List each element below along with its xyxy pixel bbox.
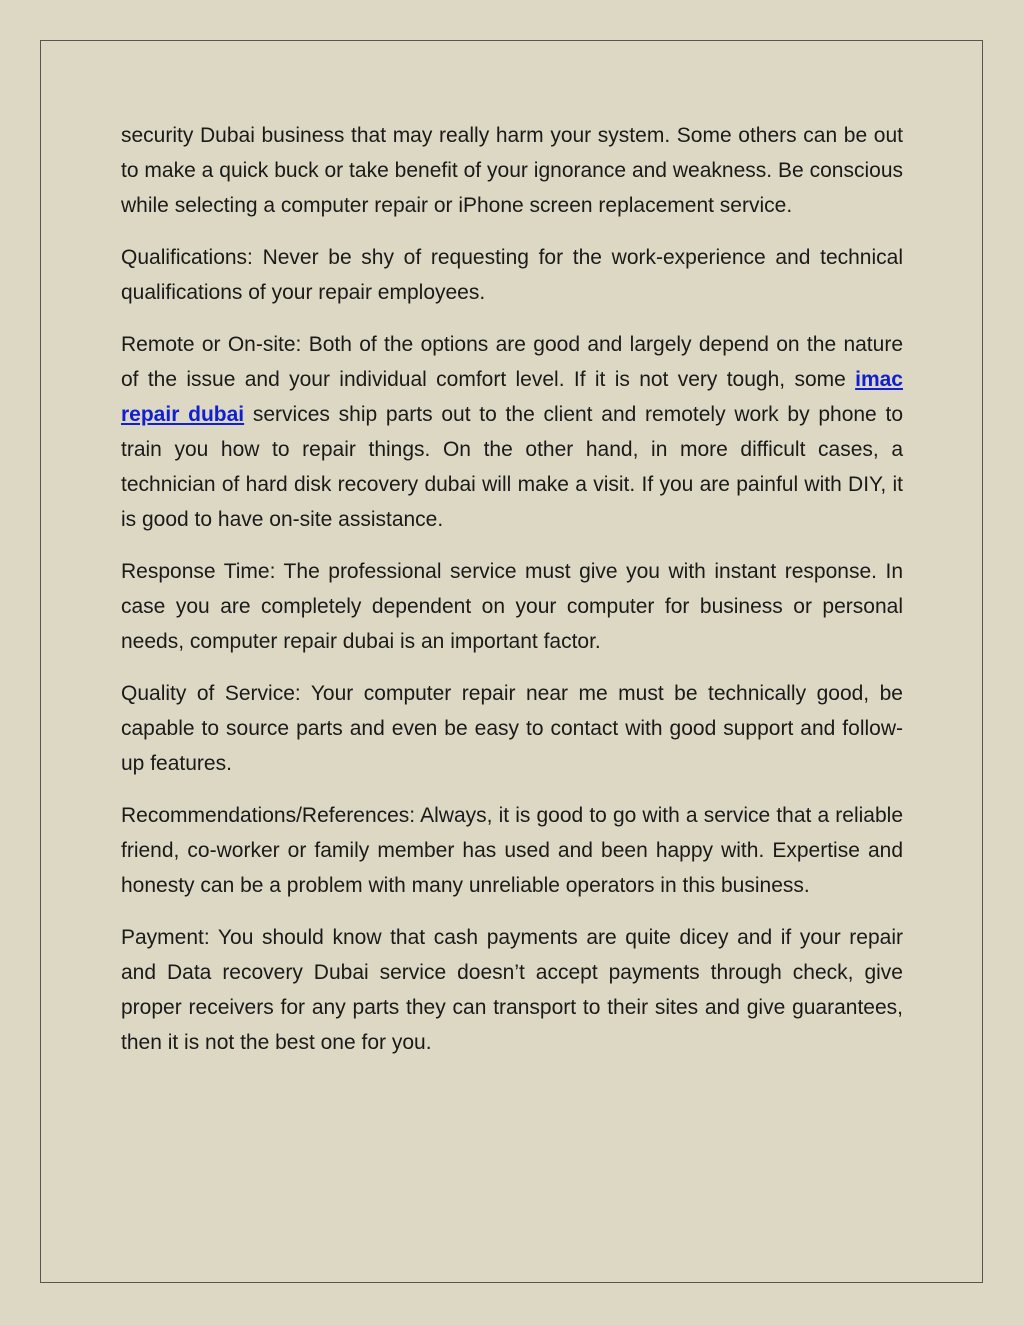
paragraph-payment: Payment: You should know that cash payments are quite dicey and if your repair and Data recovery Dubai service doesn’t accept payments through check, give proper receivers for any parts they can transport to their sites and give guarantees, then it is not the best one for you. [121,926,903,1054]
imac-repair-dubai-link[interactable]: imac repair dubai [121,368,903,426]
paragraph-quality-of-service: Quality of Service: Your computer repair near me must be technically good, be capable to source parts and even be easy to contact with good support and follow-up features. [121,682,903,775]
paragraph-response-time: Response Time: The professional service must give you with instant response. In case you are completely dependent on your computer for business or personal needs, computer repair dubai is an important factor. [121,560,903,653]
paragraph-qualifications: Qualifications: Never be shy of requesting for the work-experience and technical qualifications of your repair employees. [121,246,903,304]
paragraph-recommendations: Recommendations/References: Always, it is good to go with a service that a reliable friend, co-worker or family member has used and been happy with. Expertise and honesty can be a problem with many unreliable operators in this business. [121,804,903,897]
paragraph-security: security Dubai business that may really harm your system. Some others can be out to make a quick buck or take benefit of your ignorance and weakness. Be conscious while selecting a computer repair or iPhone screen replacement service. [121,124,903,217]
paragraph-remote-onsite-text-start: Remote or On-site: Both of the options are good and largely depend on the nature of the issue and your individual comfort level. If it is not very tough, some [121,333,903,391]
document-body [121,118,903,1077]
paragraph-remote-onsite-text-end: services ship parts out to the client and remotely work by phone to train you how to repair things. On the other hand, in more difficult cases, a technician of hard disk recovery dubai will make a visit. If you are painful with DIY, it is good to have on-site assistance. [121,403,903,531]
paragraph-remote-onsite [121,327,903,537]
